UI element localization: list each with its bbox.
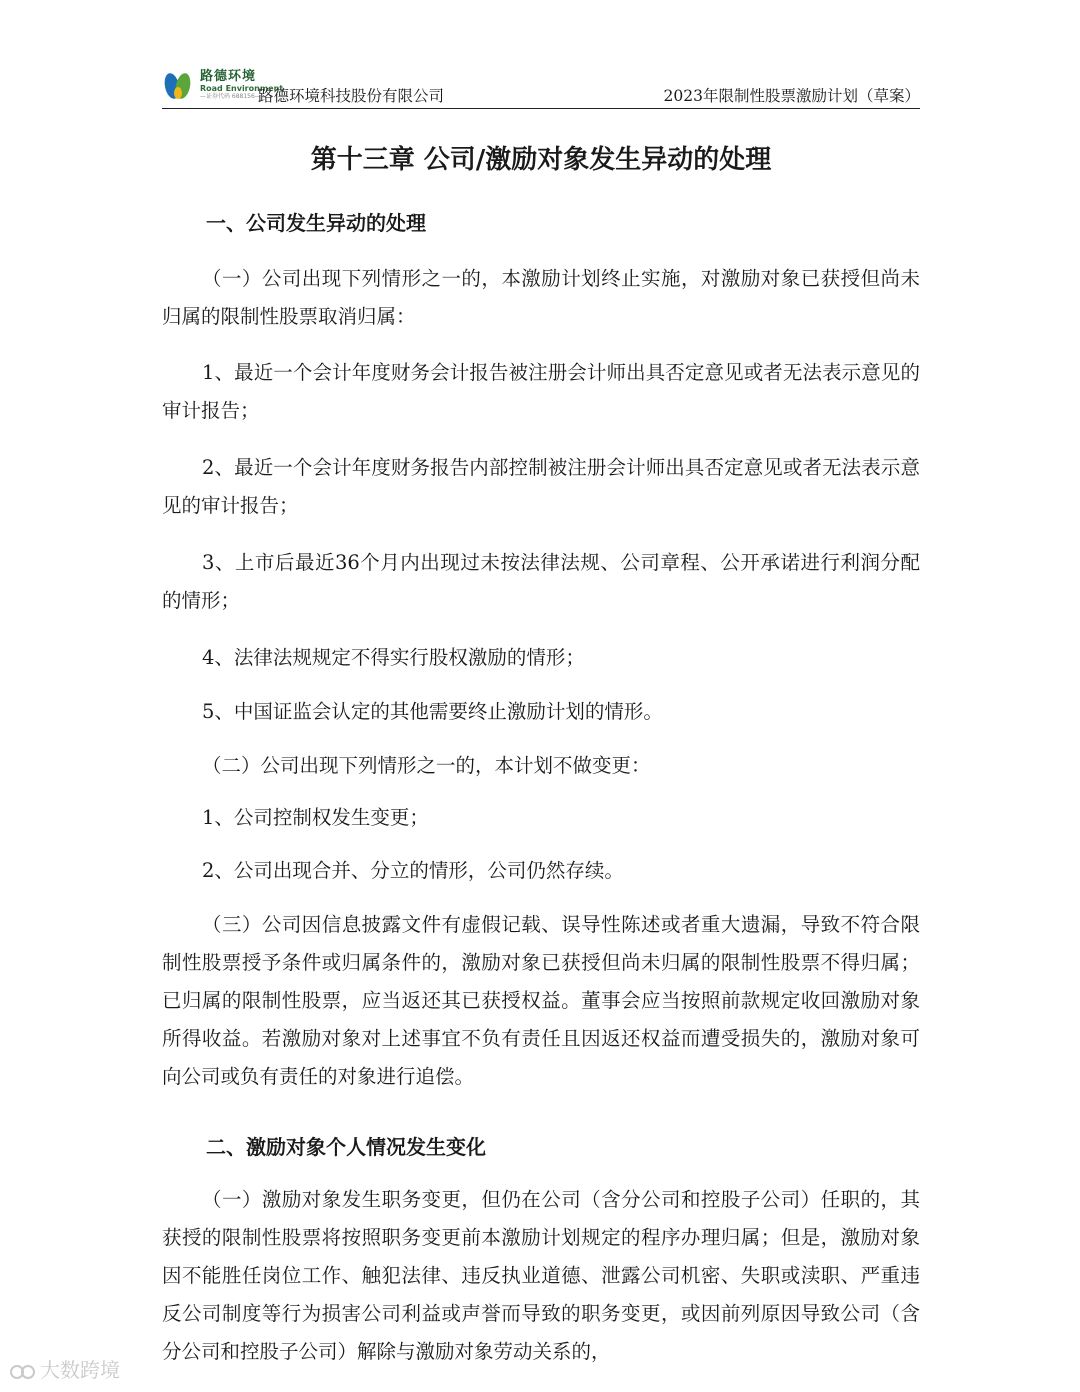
paragraph: 2、公司出现合并、分立的情形，公司仍然存续。 <box>202 859 624 882</box>
paragraph: 1、公司控制权发生变更； <box>202 806 429 829</box>
paragraph: （一）激励对象发生职务变更，但仍在公司（含分公司和控股子公司）任职的，其获授的限制性股票将按照职务变更前本激励计划规定的程序办理归属；但是，激励对象因不能胜任岗位工作、触犯法律、违反执业道德、泄露公司机密、失职或渎职、严重违反公司制度等行为损害公司利益或声誉而导致的职务变更，或因前列原因导致公司（含分公司和控股子公司）解除与激励对象劳动关系的， <box>162 1188 920 1363</box>
brand-name-cn: 路德环境 <box>200 69 257 84</box>
paragraph: 5、中国证监会认定的其他需要终止激励计划的情形。 <box>202 700 663 723</box>
stock-code: —证券代码 688156— <box>200 93 261 100</box>
brand-name-en: Road Environment <box>200 84 284 93</box>
watermark-text: 大数跨境 <box>40 1358 120 1382</box>
header-divider <box>162 108 920 109</box>
paragraph: （一）公司出现下列情形之一的，本激励计划终止实施，对激励对象已获授但尚未归属的限制性股票取消归属： <box>162 267 920 328</box>
paragraph: （二）公司出现下列情形之一的，本计划不做变更： <box>202 754 651 777</box>
paragraph: 1、最近一个会计年度财务会计报告被注册会计师出具否定意见或者无法表示意见的审计报告； <box>162 361 920 422</box>
watermark <box>10 1354 120 1383</box>
section-heading: 二、激励对象个人情况发生变化 <box>206 1135 486 1159</box>
paragraph: （三）公司因信息披露文件有虚假记载、误导性陈述或者重大遗漏，导致不符合限制性股票授予条件或归属条件的，激励对象已获授但尚未归属的限制性股票不得归属；已归属的限制性股票，应当返还其已获授权益。董事会应当按照前款规定收回激励对象所得收益。若激励对象对上述事宜不负有责任且因返还权益而遭受损失的，激励对象可向公司或负有责任的对象进行追偿。 <box>162 913 920 1088</box>
watermark-logo-icon <box>10 1362 36 1382</box>
company-name: 路德环境科技股份有限公司 <box>258 87 445 105</box>
paragraph: 3、上市后最近36个月内出现过未按法律法规、公司章程、公开承诺进行利润分配的情形； <box>162 551 920 612</box>
road-environment-logo-icon <box>162 68 198 102</box>
paragraph: 4、法律法规规定不得实行股权激励的情形； <box>202 646 585 669</box>
section-heading: 一、公司发生异动的处理 <box>206 211 426 235</box>
paragraph: 2、最近一个会计年度财务报告内部控制被注册会计师出具否定意见或者无法表示意见的审计报告； <box>162 456 920 517</box>
document-title: 2023年限制性股票激励计划（草案） <box>663 87 920 105</box>
chapter-title: 第十三章 公司/激励对象发生异动的处理 <box>310 145 772 175</box>
page-header <box>162 64 920 108</box>
